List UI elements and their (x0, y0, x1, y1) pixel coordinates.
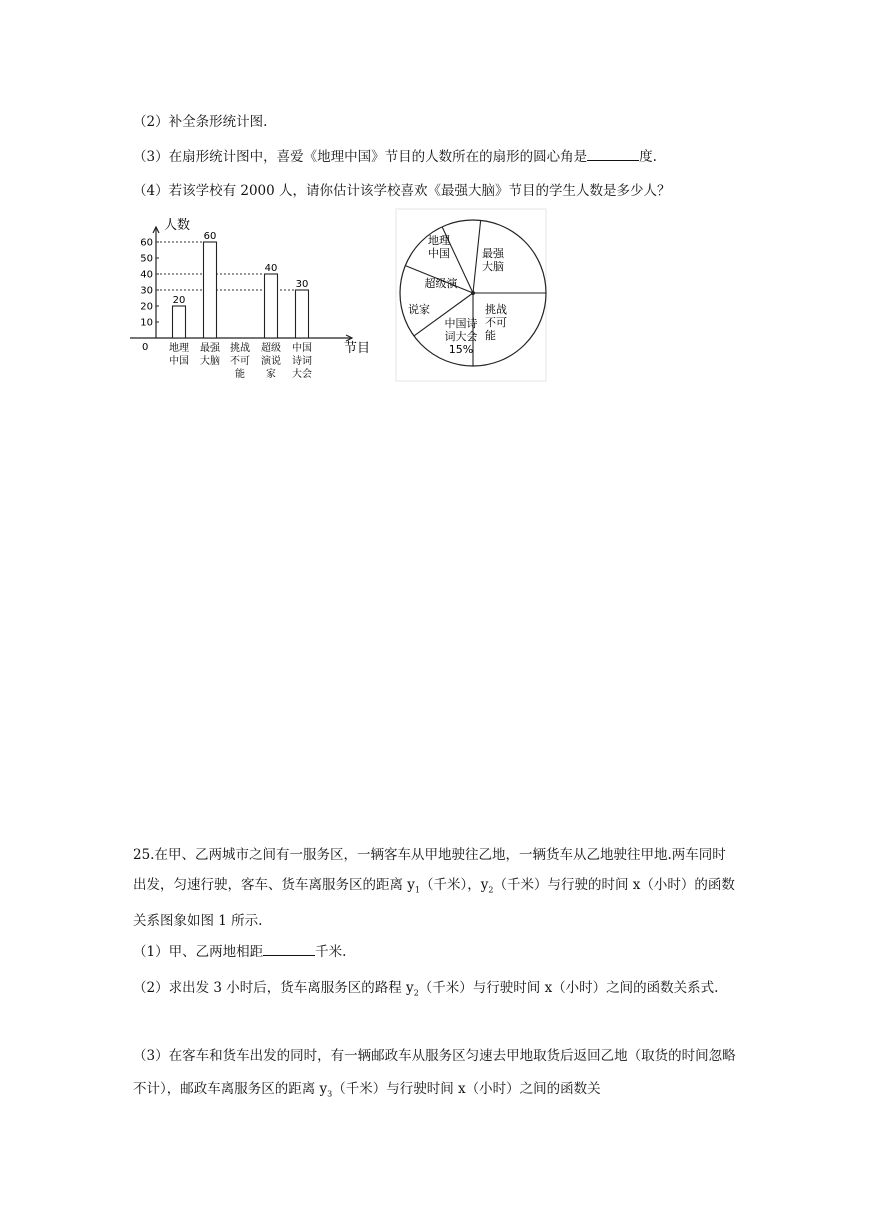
x-tick-label: 演说 (261, 356, 281, 367)
answer-blank (263, 941, 315, 956)
x-tick-label: 不可 (230, 356, 250, 367)
bar (296, 290, 309, 338)
y-tick-label: 60 (140, 237, 153, 249)
pie-slice-label: 词大会 (444, 330, 478, 343)
q25-part2-sub: 2 (413, 988, 419, 998)
q25-part1-text: （1）甲、乙两地相距 (133, 944, 264, 960)
x-tick-label: 最强 (200, 343, 220, 354)
q25-intro-text-c: （千米）与行驶的时间 x（小时）的函数关系图象如图 1 所示. (133, 877, 735, 929)
y-tick-label: 40 (140, 269, 153, 281)
q24-part2: （2）补全条形统计图. (133, 114, 268, 130)
x-tick-label: 挑战 (230, 343, 250, 354)
pie-chart (395, 205, 560, 385)
q24-part4: （4）若该学校有 2000 人，请你估计该学校喜欢《最强大脑》节目的学生人数是多少人？ (133, 183, 671, 199)
q25-part3-text-b: （千米）与行驶时间 x（小时）之间的函数关 (332, 1081, 601, 1097)
bar (265, 274, 278, 338)
pie-center-dot (471, 291, 475, 295)
data-label: 20 (172, 295, 186, 306)
pie-slice-label: 地理 (428, 234, 450, 247)
q25-intro (133, 840, 739, 936)
bar-chart (130, 212, 390, 387)
q25-part3-text-a: （3）在客车和货车出发的同时，有一辆邮政车从服务区匀速去甲地取货后返回乙地（取货的时间忽略不计），邮政车离服务区的距离 y (133, 1048, 736, 1097)
q24-part3-unit: 度. (639, 149, 657, 165)
pie-slice-label: 能 (485, 329, 496, 342)
x-tick-label: 诗词 (292, 356, 312, 367)
q25-part1 (133, 941, 346, 962)
q25-sub-1: 1 (414, 885, 421, 895)
data-label: 60 (203, 231, 217, 242)
x-tick-label: 能 (235, 369, 245, 380)
pie-slice-label: 不可 (485, 316, 507, 329)
pie-slice-label: 15% (448, 343, 474, 356)
bar (204, 242, 217, 338)
y-tick-label: 20 (140, 301, 153, 313)
x-tick-label: 中国 (169, 356, 189, 367)
q25-part2 (133, 972, 739, 1010)
origin-label: 0 (142, 342, 149, 353)
x-axis-label: 节目 (344, 341, 371, 356)
y-axis-label: 人数 (164, 218, 191, 233)
y-tick-label: 30 (140, 285, 153, 297)
q25-part3 (133, 1040, 739, 1111)
bar (173, 306, 186, 338)
pie-slice-label: 说家 (408, 303, 430, 316)
y-tick-label: 10 (140, 317, 153, 329)
q25-part3-sub: 3 (327, 1089, 333, 1099)
pie-slice-label: 中国 (428, 247, 450, 260)
x-tick-label: 大会 (292, 369, 312, 380)
x-tick-label: 中国 (292, 343, 312, 354)
y-tick-label: 50 (140, 253, 153, 265)
q24-part3 (133, 146, 657, 167)
q25-intro-text-b: （千米），y (420, 877, 489, 893)
q25-part1-unit: 千米. (315, 944, 347, 960)
pie-slice-label: 大脑 (482, 260, 504, 273)
q24-part3-text: （3）在扇形统计图中，喜爱《地理中国》节目的人数所在的扇形的圆心角是 (133, 149, 588, 165)
pie-slice-label: 超级演 (424, 277, 458, 290)
x-tick-label: 大脑 (200, 356, 220, 367)
x-tick-label: 超级 (261, 343, 281, 354)
data-label: 40 (264, 263, 278, 274)
pie-slice-label: 挑战 (485, 303, 507, 316)
q25-intro-text-a: 25.在甲、乙两城市之间有一服务区，一辆客车从甲地驶往乙地，一辆货车从乙地驶往甲地.两车同时出发，匀速行驶，客车、货车离服务区的距离 y (133, 847, 726, 893)
q25-part2-text-b: （千米）与行驶时间 x（小时）之间的函数关系式. (418, 980, 719, 996)
pie-slice-label: 最强 (482, 247, 504, 260)
data-label: 30 (295, 279, 309, 290)
x-tick-label: 地理 (169, 343, 189, 354)
pie-slice-label: 中国诗 (444, 317, 478, 330)
answer-blank (587, 146, 639, 161)
q25-sub-2: 2 (488, 885, 494, 895)
q25-part2-text-a: （2）求出发 3 小时后，货车离服务区的路程 y (133, 980, 414, 996)
x-tick-label: 家 (266, 369, 276, 380)
